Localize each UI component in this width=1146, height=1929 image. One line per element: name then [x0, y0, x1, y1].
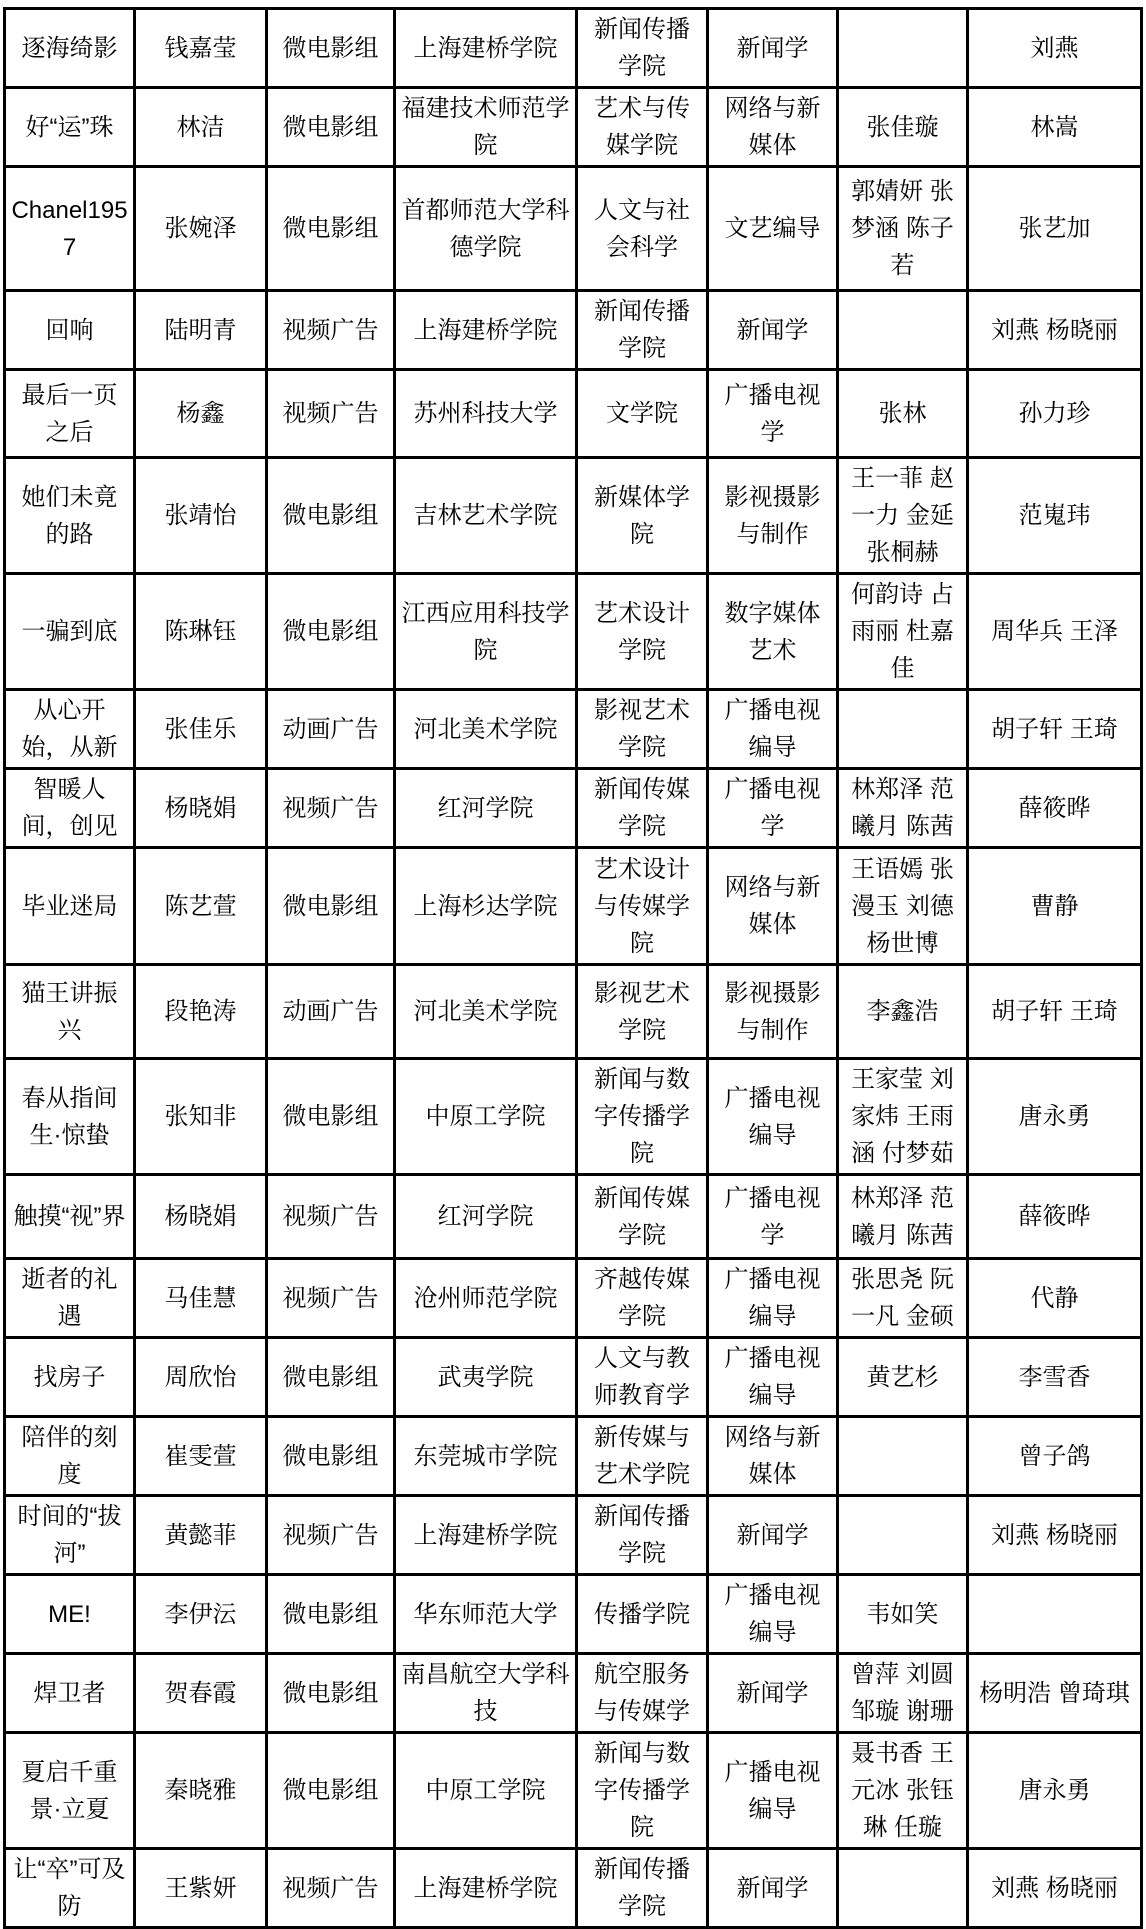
author-cell: 林洁 [135, 88, 267, 167]
advisors-cell: 周华兵 王泽 [968, 574, 1142, 690]
category-cell: 微电影组 [267, 1338, 395, 1417]
work-title-cell: 一骗到底 [5, 574, 135, 690]
work-title-cell: 夏启千重景·立夏 [5, 1733, 135, 1849]
team-members-cell: 聂书香 王元冰 张钰琳 任璇 [838, 1733, 968, 1849]
major-cell: 广播电视学 [708, 769, 838, 848]
author-cell: 张知非 [135, 1059, 267, 1175]
work-title-cell: 从心开始，从新 [5, 690, 135, 769]
major-cell: 文艺编导 [708, 167, 838, 291]
university-cell: 苏州科技大学 [395, 370, 577, 458]
university-cell: 河北美术学院 [395, 690, 577, 769]
major-cell: 影视摄影与制作 [708, 458, 838, 574]
work-title-cell: 回响 [5, 291, 135, 370]
major-cell: 新闻学 [708, 1496, 838, 1575]
author-cell: 崔雯萱 [135, 1417, 267, 1496]
advisors-cell: 胡子轩 王琦 [968, 690, 1142, 769]
work-title-cell: 春从指间生·惊蛰 [5, 1059, 135, 1175]
category-cell: 微电影组 [267, 167, 395, 291]
team-members-cell: 王家莹 刘家炜 王雨涵 付梦茹 [838, 1059, 968, 1175]
team-members-cell [838, 291, 968, 370]
team-members-cell: 曾萍 刘圆 邹璇 谢珊 [838, 1654, 968, 1733]
university-cell: 华东师范大学 [395, 1575, 577, 1654]
author-cell: 陈艺萱 [135, 848, 267, 965]
table-row [5, 574, 1142, 690]
work-title-cell: 好“运”珠 [5, 88, 135, 167]
category-cell: 视频广告 [267, 370, 395, 458]
category-cell: 微电影组 [267, 1733, 395, 1849]
category-cell: 微电影组 [267, 848, 395, 965]
advisors-cell: 刘燕 杨晓丽 [968, 1849, 1142, 1928]
college-cell: 航空服务与传媒学 [577, 1654, 708, 1733]
university-cell: 沧州师范学院 [395, 1259, 577, 1338]
table-row [5, 848, 1142, 965]
team-members-cell [838, 9, 968, 88]
category-cell: 微电影组 [267, 88, 395, 167]
team-members-cell [838, 1849, 968, 1928]
table-row [5, 965, 1142, 1059]
advisors-cell: 曾子鸽 [968, 1417, 1142, 1496]
table-row [5, 1575, 1142, 1654]
university-cell: 吉林艺术学院 [395, 458, 577, 574]
table-row [5, 690, 1142, 769]
author-cell: 杨晓娟 [135, 769, 267, 848]
college-cell: 传播学院 [577, 1575, 708, 1654]
author-cell: 马佳慧 [135, 1259, 267, 1338]
category-cell: 动画广告 [267, 690, 395, 769]
major-cell: 网络与新媒体 [708, 848, 838, 965]
team-members-cell: 张佳璇 [838, 88, 968, 167]
entries-table [3, 7, 1143, 1929]
advisors-cell: 曹静 [968, 848, 1142, 965]
work-title-cell: 猫王讲振兴 [5, 965, 135, 1059]
major-cell: 新闻学 [708, 1849, 838, 1928]
table-row [5, 1496, 1142, 1575]
college-cell: 艺术与传媒学院 [577, 88, 708, 167]
work-title-cell: 最后一页之后 [5, 370, 135, 458]
college-cell: 新媒体学院 [577, 458, 708, 574]
team-members-cell: 李鑫浩 [838, 965, 968, 1059]
category-cell: 视频广告 [267, 769, 395, 848]
major-cell: 新闻学 [708, 291, 838, 370]
author-cell: 张靖怡 [135, 458, 267, 574]
university-cell: 红河学院 [395, 1175, 577, 1259]
team-members-cell [838, 690, 968, 769]
team-members-cell: 何韵诗 占雨丽 杜嘉佳 [838, 574, 968, 690]
author-cell: 周欣怡 [135, 1338, 267, 1417]
document-page [0, 7, 1146, 1929]
university-cell: 福建技术师范学院 [395, 88, 577, 167]
table-row [5, 1654, 1142, 1733]
advisors-cell: 胡子轩 王琦 [968, 965, 1142, 1059]
category-cell: 视频广告 [267, 1259, 395, 1338]
work-title-cell: 触摸“视”界 [5, 1175, 135, 1259]
author-cell: 段艳涛 [135, 965, 267, 1059]
major-cell: 广播电视编导 [708, 1575, 838, 1654]
college-cell: 新传媒与艺术学院 [577, 1417, 708, 1496]
table-row [5, 1175, 1142, 1259]
work-title-cell: ME! [5, 1575, 135, 1654]
university-cell: 东莞城市学院 [395, 1417, 577, 1496]
college-cell: 人文与社会科学 [577, 167, 708, 291]
table-row [5, 1259, 1142, 1338]
college-cell: 新闻传媒学院 [577, 769, 708, 848]
advisors-cell: 孙力珍 [968, 370, 1142, 458]
team-members-cell: 韦如笑 [838, 1575, 968, 1654]
university-cell: 武夷学院 [395, 1338, 577, 1417]
advisors-cell: 唐永勇 [968, 1733, 1142, 1849]
team-members-cell: 黄艺杉 [838, 1338, 968, 1417]
team-members-cell: 王语嫣 张漫玉 刘德 杨世博 [838, 848, 968, 965]
university-cell: 首都师范大学科德学院 [395, 167, 577, 291]
category-cell: 视频广告 [267, 291, 395, 370]
work-title-cell: 毕业迷局 [5, 848, 135, 965]
author-cell: 张佳乐 [135, 690, 267, 769]
college-cell: 人文与教师教育学 [577, 1338, 708, 1417]
category-cell: 视频广告 [267, 1496, 395, 1575]
table-row [5, 458, 1142, 574]
university-cell: 上海建桥学院 [395, 1496, 577, 1575]
major-cell: 广播电视编导 [708, 1259, 838, 1338]
university-cell: 河北美术学院 [395, 965, 577, 1059]
college-cell: 齐越传媒学院 [577, 1259, 708, 1338]
major-cell: 影视摄影与制作 [708, 965, 838, 1059]
advisors-cell: 李雪香 [968, 1338, 1142, 1417]
work-title-cell: 逝者的礼遇 [5, 1259, 135, 1338]
author-cell: 杨鑫 [135, 370, 267, 458]
advisors-cell: 薛筱晔 [968, 769, 1142, 848]
college-cell: 新闻传播学院 [577, 1496, 708, 1575]
advisors-cell: 刘燕 杨晓丽 [968, 1496, 1142, 1575]
table-row [5, 1059, 1142, 1175]
table-row [5, 88, 1142, 167]
university-cell: 中原工学院 [395, 1059, 577, 1175]
team-members-cell [838, 1417, 968, 1496]
university-cell: 江西应用科技学院 [395, 574, 577, 690]
team-members-cell: 林郑泽 范曦月 陈茜 [838, 1175, 968, 1259]
college-cell: 影视艺术学院 [577, 965, 708, 1059]
university-cell: 上海杉达学院 [395, 848, 577, 965]
university-cell: 上海建桥学院 [395, 291, 577, 370]
university-cell: 红河学院 [395, 769, 577, 848]
table-row [5, 769, 1142, 848]
college-cell: 艺术设计与传媒学院 [577, 848, 708, 965]
advisors-cell: 林嵩 [968, 88, 1142, 167]
university-cell: 南昌航空大学科技 [395, 1654, 577, 1733]
category-cell: 视频广告 [267, 1849, 395, 1928]
work-title-cell: 逐海绮影 [5, 9, 135, 88]
author-cell: 张婉泽 [135, 167, 267, 291]
table-row [5, 1417, 1142, 1496]
major-cell: 广播电视学 [708, 1175, 838, 1259]
major-cell: 广播电视编导 [708, 1059, 838, 1175]
major-cell: 新闻学 [708, 9, 838, 88]
work-title-cell: 让“卒”可及防 [5, 1849, 135, 1928]
college-cell: 新闻与数字传播学院 [577, 1059, 708, 1175]
author-cell: 钱嘉莹 [135, 9, 267, 88]
table-row [5, 291, 1142, 370]
author-cell: 黄懿菲 [135, 1496, 267, 1575]
work-title-cell: 找房子 [5, 1338, 135, 1417]
major-cell: 数字媒体艺术 [708, 574, 838, 690]
author-cell: 杨晓娟 [135, 1175, 267, 1259]
advisors-cell: 唐永勇 [968, 1059, 1142, 1175]
author-cell: 陈琳钰 [135, 574, 267, 690]
table-row [5, 370, 1142, 458]
work-title-cell: 她们未竟的路 [5, 458, 135, 574]
major-cell: 网络与新媒体 [708, 1417, 838, 1496]
college-cell: 影视艺术学院 [577, 690, 708, 769]
advisors-cell: 杨明浩 曾琦琪 [968, 1654, 1142, 1733]
university-cell: 上海建桥学院 [395, 9, 577, 88]
college-cell: 新闻与数字传播学院 [577, 1733, 708, 1849]
team-members-cell [838, 1496, 968, 1575]
major-cell: 网络与新媒体 [708, 88, 838, 167]
table-row [5, 1849, 1142, 1928]
major-cell: 广播电视编导 [708, 1338, 838, 1417]
work-title-cell: 时间的“拔河” [5, 1496, 135, 1575]
advisors-cell: 刘燕 [968, 9, 1142, 88]
category-cell: 微电影组 [267, 1417, 395, 1496]
work-title-cell: 陪伴的刻度 [5, 1417, 135, 1496]
table-row [5, 167, 1142, 291]
author-cell: 陆明青 [135, 291, 267, 370]
table-row [5, 1733, 1142, 1849]
college-cell: 新闻传播学院 [577, 291, 708, 370]
category-cell: 微电影组 [267, 574, 395, 690]
author-cell: 李伊沄 [135, 1575, 267, 1654]
advisors-cell: 刘燕 杨晓丽 [968, 291, 1142, 370]
college-cell: 新闻传播学院 [577, 1849, 708, 1928]
college-cell: 艺术设计学院 [577, 574, 708, 690]
category-cell: 微电影组 [267, 1654, 395, 1733]
category-cell: 微电影组 [267, 458, 395, 574]
advisors-cell: 范嵬玮 [968, 458, 1142, 574]
team-members-cell: 郭婧妍 张梦涵 陈子若 [838, 167, 968, 291]
category-cell: 视频广告 [267, 1175, 395, 1259]
university-cell: 上海建桥学院 [395, 1849, 577, 1928]
team-members-cell: 王一菲 赵一力 金延 张桐赫 [838, 458, 968, 574]
college-cell: 新闻传媒学院 [577, 1175, 708, 1259]
category-cell: 微电影组 [267, 1575, 395, 1654]
work-title-cell: 智暖人间，创见 [5, 769, 135, 848]
category-cell: 动画广告 [267, 965, 395, 1059]
advisors-cell [968, 1575, 1142, 1654]
college-cell: 文学院 [577, 370, 708, 458]
team-members-cell: 张林 [838, 370, 968, 458]
advisors-cell: 张艺加 [968, 167, 1142, 291]
work-title-cell: 焊卫者 [5, 1654, 135, 1733]
category-cell: 微电影组 [267, 9, 395, 88]
table-row [5, 9, 1142, 88]
author-cell: 秦晓雅 [135, 1733, 267, 1849]
author-cell: 王紫妍 [135, 1849, 267, 1928]
work-title-cell: Chanel1957 [5, 167, 135, 291]
advisors-cell: 代静 [968, 1259, 1142, 1338]
advisors-cell: 薛筱晔 [968, 1175, 1142, 1259]
category-cell: 微电影组 [267, 1059, 395, 1175]
table-row [5, 1338, 1142, 1417]
major-cell: 广播电视编导 [708, 690, 838, 769]
college-cell: 新闻传播学院 [577, 9, 708, 88]
major-cell: 新闻学 [708, 1654, 838, 1733]
team-members-cell: 林郑泽 范曦月 陈茜 [838, 769, 968, 848]
major-cell: 广播电视学 [708, 370, 838, 458]
major-cell: 广播电视编导 [708, 1733, 838, 1849]
author-cell: 贺春霞 [135, 1654, 267, 1733]
university-cell: 中原工学院 [395, 1733, 577, 1849]
team-members-cell: 张思尧 阮一凡 金硕 [838, 1259, 968, 1338]
entries-table-body [5, 9, 1142, 1928]
